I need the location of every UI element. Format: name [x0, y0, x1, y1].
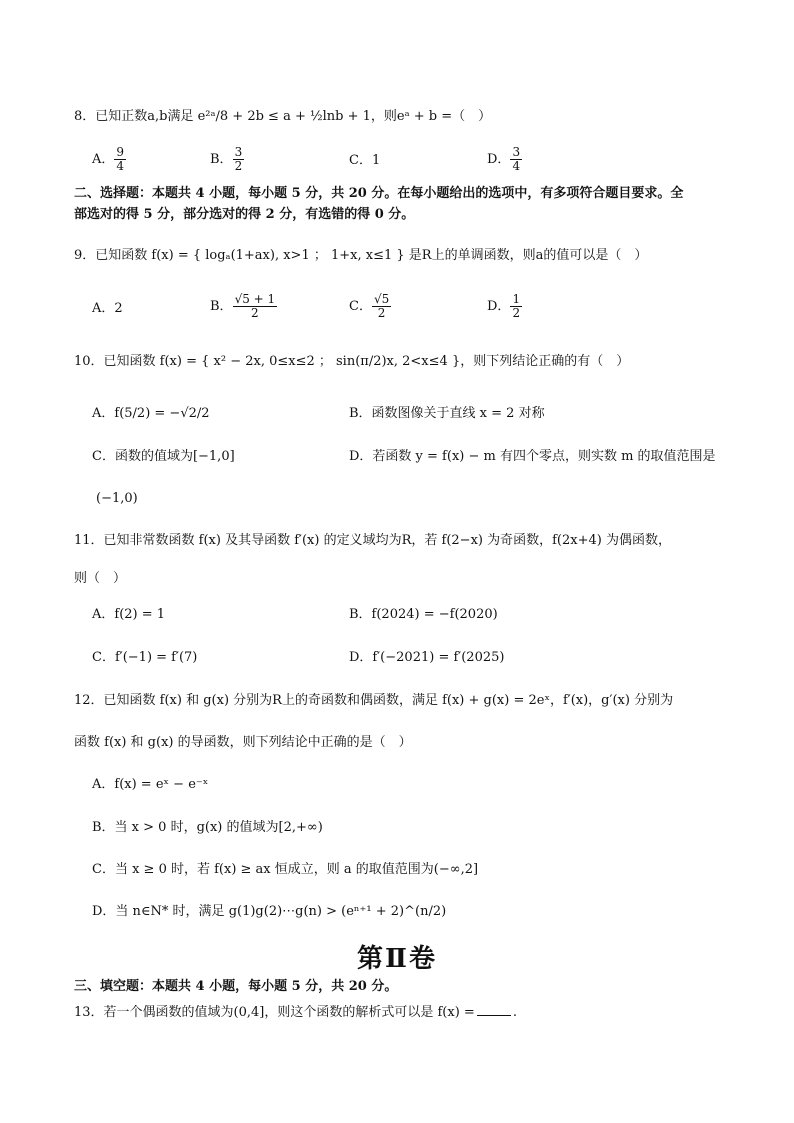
q11-option-a: A．f(2) = 1: [92, 607, 166, 622]
q11-option-b: B．f(2024) = −f(2020): [349, 607, 498, 622]
section-2-heading-line1: 二、选择题：本题共 4 小题，每小题 5 分，共 20 分。在每小题给出的选项中，有多项符合题目要求。全: [74, 186, 684, 201]
option-text: 2: [114, 301, 123, 316]
fraction: $\frac{√5 + 1}{2}$: [234, 292, 276, 320]
q9-option-d: [487, 293, 522, 320]
q11-option-c: C．f′(−1) = f′(7): [92, 650, 198, 665]
fraction: $\frac{1}{2}$: [512, 292, 521, 320]
q10-option-c: C．函数的值域为[−1,0]: [92, 449, 235, 464]
fraction: $\frac{3}{2}$: [234, 145, 243, 173]
q13-stem: [74, 1004, 517, 1022]
q12-option-c: C．当 x ≥ 0 时，若 f(x) ≥ ax 恒成立，则 a 的取值范围为(−∞,2]: [92, 862, 479, 877]
section-3-heading: 三、填空题：本题共 4 小题，每小题 5 分，共 20 分。: [74, 979, 398, 994]
q12-stem-line1: 12．已知函数 f(x) 和 g(x) 分别为R上的奇函数和偶函数，满足 f(x) + g(x) = 2eˣ，f′(x)，g′(x) 分别为: [74, 693, 674, 708]
option-label: D．: [487, 299, 511, 314]
fraction: $\frac{√5}{2}$: [373, 292, 390, 320]
fraction: $\frac{3}{4}$: [512, 145, 521, 173]
option-label: D．: [487, 152, 511, 167]
q9-stem: 9．已知函数 f(x) = { logₐ(1+ax), x>1 ； 1+x, x≤1 } 是R上的单调函数，则a的值可以是（ ）: [74, 248, 648, 263]
q10-option-b: B．函数图像关于直线 x = 2 对称: [349, 406, 545, 421]
q10-option-d-continued: (−1,0): [96, 491, 138, 506]
q10-stem: 10．已知函数 f(x) = { x² − 2x, 0≤x≤2 ； sin(π/2)x, 2<x≤4 }，则下列结论正确的有（ ）: [74, 354, 630, 369]
q8-option-d: [487, 146, 522, 173]
q11-stem-line1: 11．已知非常数函数 f(x) 及其导函数 f′(x) 的定义域均为R，若 f(2−x) 为奇函数，f(2x+4) 为偶函数，: [74, 533, 671, 548]
part-2-title: 第Ⅱ卷: [357, 944, 437, 974]
q8-option-c: [349, 152, 380, 170]
option-label: C．: [349, 299, 372, 314]
q12-stem-line2: 函数 f(x) 和 g(x) 的导函数，则下列结论中正确的是（ ）: [74, 735, 412, 750]
q9-option-c: [349, 293, 391, 320]
q12-option-b: B．当 x > 0 时，g(x) 的值域为[2,+∞): [92, 820, 323, 835]
option-label: C．: [349, 153, 372, 168]
q8-stem: 8．已知正数a,b满足 e²ᵃ/8 + 2b ≤ a + ½lnb + 1，则eᵃ + b =（ ）: [74, 109, 492, 124]
option-label: A．: [92, 152, 115, 167]
q12-option-d: D．当 n∈N* 时，满足 g(1)g(2)⋯g(n) > (eⁿ⁺¹ + 2)^(n/2): [92, 904, 447, 919]
fraction: $\frac{9}{4}$: [116, 145, 125, 173]
q8-option-b: [210, 146, 244, 173]
q12-option-a: A．f(x) = eˣ − e⁻ˣ: [92, 777, 209, 792]
q10-option-a: A．f(5/2) = −√2/2: [92, 406, 210, 421]
q10-option-d: D．若函数 y = f(x) − m 有四个零点，则实数 m 的取值范围是: [349, 449, 716, 464]
q13-stem-text: 13．若一个偶函数的值域为(0,4]，则这个函数的解析式可以是 f(x) =: [74, 1005, 475, 1020]
q9-option-b: [210, 293, 277, 320]
option-label: A．: [92, 301, 115, 316]
q13-stem-end: .: [512, 1005, 517, 1020]
q11-stem-line2: 则（ ）: [74, 571, 127, 586]
option-label: B．: [210, 299, 233, 314]
option-text: 1: [371, 153, 381, 168]
q8-option-a: [92, 146, 126, 173]
option-label: B．: [210, 152, 233, 167]
q9-option-a: [92, 300, 123, 318]
section-2-heading-line2: 部选对的得 5 分，部分选对的得 2 分，有选错的得 0 分。: [74, 207, 415, 222]
q11-option-d: D．f′(−2021) = f′(2025): [349, 650, 505, 665]
answer-blank[interactable]: [477, 1015, 511, 1016]
